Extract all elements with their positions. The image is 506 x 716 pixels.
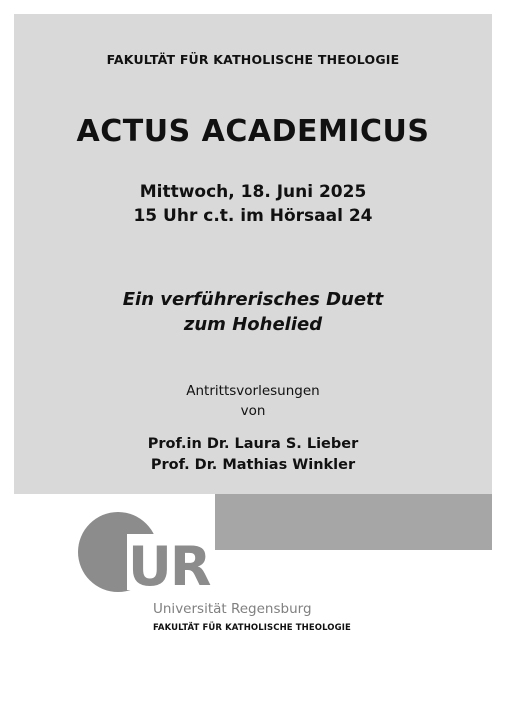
subtitle-line1: Antrittsvorlesungen (186, 383, 320, 399)
event-date: Mittwoch, 18. Juni 2025 (139, 182, 367, 202)
faculty-heading: FAKULTÄT FÜR KATHOLISCHE THEOLOGIE (106, 52, 400, 67)
grey-accent-bar (215, 494, 492, 550)
page-title: ACTUS ACADEMICUS (76, 114, 430, 149)
lecture-title-line2: zum Hohelied (183, 314, 323, 335)
logo-letters: UR (128, 535, 210, 598)
university-logo (78, 512, 210, 598)
logo-faculty-name: FAKULTÄT FÜR KATHOLISCHE THEOLOGIE (153, 623, 351, 633)
subtitle-line2: von (240, 403, 266, 419)
event-date-block (14, 180, 492, 228)
lecture-title (14, 287, 492, 337)
speaker-name: Prof. Dr. Mathias Winkler (150, 457, 356, 473)
grey-title-panel (14, 14, 492, 494)
lecture-title-line1: Ein verführerisches Duett (122, 289, 384, 310)
subtitle-block (14, 381, 492, 421)
event-time-place: 15 Uhr c.t. im Hörsaal 24 (133, 206, 373, 226)
speakers-list (14, 434, 492, 476)
university-name: Universität Regensburg (153, 601, 312, 617)
speaker-name: Prof.in Dr. Laura S. Lieber (147, 436, 359, 452)
